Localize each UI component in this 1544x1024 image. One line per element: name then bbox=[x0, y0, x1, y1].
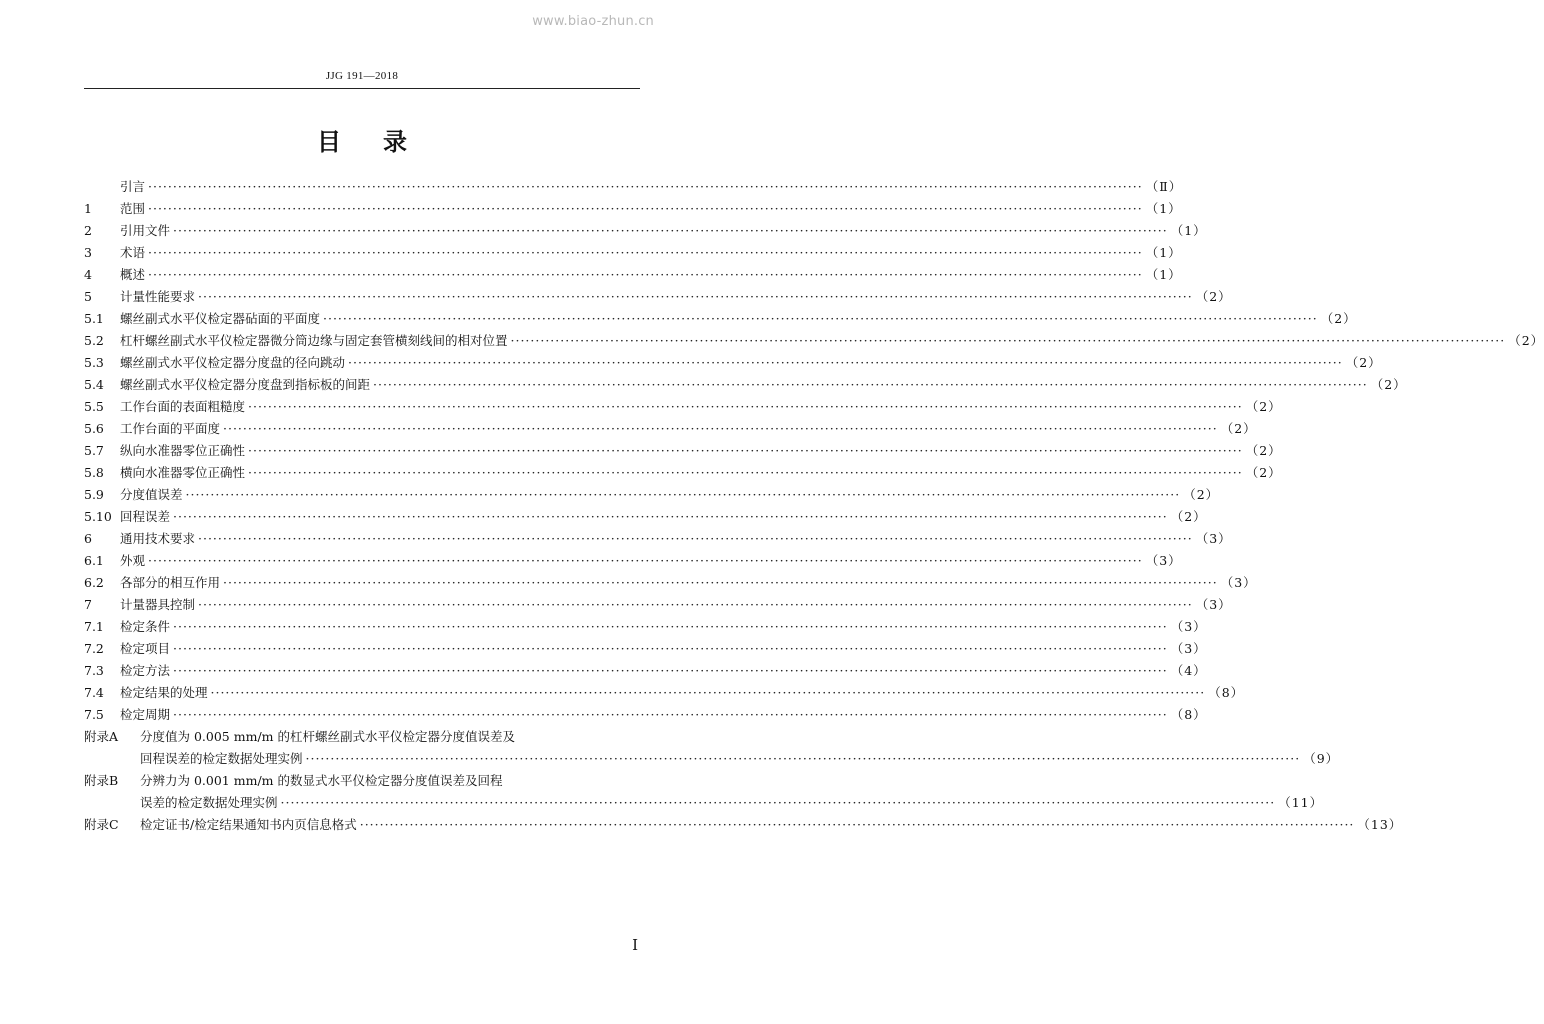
toc-leader-dots: ········································································································································································································ bbox=[148, 267, 1143, 282]
toc-entry-label: 螺丝副式水平仪检定器分度盘到指标板的间距 bbox=[120, 377, 371, 392]
toc-entry[interactable] bbox=[84, 286, 1232, 308]
toc-entry-label: 外观 bbox=[120, 553, 146, 568]
toc-entry-number: 3 bbox=[84, 245, 92, 260]
toc-entry-page: （2） bbox=[1195, 289, 1232, 304]
toc-entry-number: 5.3 bbox=[84, 355, 104, 370]
appendix-title-line1: 分度值为 0.005 mm/m 的杠杆螺丝副式水平仪检定器分度值误差及 bbox=[140, 729, 515, 744]
toc-leader-dots: ········································································································································································································ bbox=[323, 311, 1318, 326]
toc-leader-dots: ········································································································································································································ bbox=[148, 245, 1143, 260]
toc-leader-dots: ········································································································································································································ bbox=[305, 751, 1301, 766]
toc-entry-page: （3） bbox=[1170, 619, 1207, 634]
toc-leader-dots: ········································································································································································································ bbox=[173, 641, 1168, 656]
toc-entry[interactable] bbox=[84, 330, 1544, 352]
toc-entry[interactable] bbox=[84, 374, 1407, 396]
toc-entry-label: 横向水准器零位正确性 bbox=[120, 465, 246, 480]
toc-entry-number: 6.1 bbox=[84, 553, 104, 568]
toc-entry-number: 5.4 bbox=[84, 377, 104, 392]
toc-leader-dots: ········································································································································································································ bbox=[198, 597, 1193, 612]
toc-entry-page: （2） bbox=[1183, 487, 1220, 502]
toc-entry[interactable] bbox=[84, 462, 1282, 484]
toc-leader-dots: ········································································································································································································ bbox=[248, 399, 1243, 414]
page-number: Ⅰ bbox=[632, 936, 638, 954]
toc-entry-label: 工作台面的表面粗糙度 bbox=[120, 399, 246, 414]
toc-leader-dots: ········································································································································································································ bbox=[348, 355, 1343, 370]
toc-entry[interactable] bbox=[84, 616, 1207, 638]
toc-leader-dots: ········································································································································································································ bbox=[373, 377, 1368, 392]
toc-entry-label: 各部分的相互作用 bbox=[120, 575, 221, 590]
toc-entry-label: 检定条件 bbox=[120, 619, 171, 634]
toc-leader-dots: ········································································································································································································ bbox=[510, 333, 1506, 348]
toc-entry-page: （2） bbox=[1508, 333, 1544, 348]
toc-leader-dots: ········································································································································································································ bbox=[173, 619, 1168, 634]
toc-entry-page: （3） bbox=[1145, 553, 1182, 568]
toc-entry-number: 7.5 bbox=[84, 707, 104, 722]
toc-entry-number: 1 bbox=[84, 201, 92, 216]
toc-leader-dots: ········································································································································································································ bbox=[173, 223, 1168, 238]
toc-entry[interactable] bbox=[84, 572, 1257, 594]
toc-entry[interactable] bbox=[84, 506, 1207, 528]
watermark-text: www.biao-zhun.cn bbox=[532, 14, 654, 29]
table-of-contents bbox=[84, 176, 1544, 836]
appendix-entry[interactable] bbox=[84, 770, 640, 792]
toc-entry-page: （1） bbox=[1145, 267, 1182, 282]
toc-entry-label: 检定方法 bbox=[120, 663, 171, 678]
appendix-entry-continued[interactable] bbox=[84, 748, 1340, 770]
toc-entry-label: 工作台面的平面度 bbox=[120, 421, 221, 436]
toc-entry-label: 引用文件 bbox=[120, 223, 171, 238]
toc-entry-page: （Ⅱ） bbox=[1145, 179, 1183, 194]
toc-entry-number: 5.6 bbox=[84, 421, 104, 436]
toc-entry-number: 7.1 bbox=[84, 619, 104, 634]
toc-entry-page: （2） bbox=[1370, 377, 1407, 392]
toc-entry[interactable] bbox=[84, 484, 1220, 506]
toc-entry[interactable] bbox=[84, 418, 1257, 440]
toc-leader-dots: ········································································································································································································ bbox=[173, 509, 1168, 524]
toc-entry-page: （3） bbox=[1220, 575, 1257, 590]
toc-entry-page: （3） bbox=[1195, 597, 1232, 612]
toc-entry-label: 纵向水准器零位正确性 bbox=[120, 443, 246, 458]
appendix-title-line1: 检定证书/检定结果通知书内页信息格式 bbox=[140, 817, 357, 832]
toc-entry-label: 范围 bbox=[120, 201, 146, 216]
toc-entry-page: （4） bbox=[1170, 663, 1207, 678]
toc-entry-number: 4 bbox=[84, 267, 92, 282]
toc-leader-dots: ········································································································································································································ bbox=[223, 421, 1218, 436]
toc-entry-number: 5.5 bbox=[84, 399, 104, 414]
toc-entry-label: 分度值误差 bbox=[120, 487, 183, 502]
toc-entry-label: 回程误差 bbox=[120, 509, 171, 524]
toc-entry-number: 5.8 bbox=[84, 465, 104, 480]
toc-entry[interactable] bbox=[84, 704, 1207, 726]
toc-entry-page: （2） bbox=[1245, 399, 1282, 414]
toc-leader-dots: ········································································································································································································ bbox=[198, 289, 1193, 304]
toc-entry[interactable] bbox=[84, 176, 1183, 198]
appendix-page: （13） bbox=[1357, 817, 1403, 832]
toc-entry-page: （2） bbox=[1170, 509, 1207, 524]
toc-entry-label: 检定周期 bbox=[120, 707, 171, 722]
toc-entry-label: 概述 bbox=[120, 267, 146, 282]
toc-entry-page: （2） bbox=[1345, 355, 1382, 370]
toc-entry-label: 检定结果的处理 bbox=[120, 685, 208, 700]
toc-entry[interactable] bbox=[84, 440, 1282, 462]
toc-entry-number: 5 bbox=[84, 289, 92, 304]
appendix-number: 附录B bbox=[84, 773, 119, 788]
appendix-page: （9） bbox=[1303, 751, 1340, 766]
toc-leader-dots: ········································································································································································································ bbox=[148, 179, 1143, 194]
toc-entry-label: 术语 bbox=[120, 245, 146, 260]
toc-leader-dots: ········································································································································································································ bbox=[210, 685, 1206, 700]
toc-entry-page: （3） bbox=[1195, 531, 1232, 546]
toc-entry-page: （3） bbox=[1170, 641, 1207, 656]
appendix-page: （11） bbox=[1278, 795, 1324, 810]
toc-entry[interactable] bbox=[84, 660, 1207, 682]
toc-leader-dots: ········································································································································································································ bbox=[185, 487, 1181, 502]
page-title: 目录 bbox=[317, 127, 449, 156]
toc-entry-label: 杠杆螺丝副式水平仪检定器微分筒边缘与固定套管横刻线间的相对位置 bbox=[120, 333, 508, 348]
toc-entry-number: 5.1 bbox=[84, 311, 104, 326]
toc-entry-page: （2） bbox=[1245, 443, 1282, 458]
appendix-title-line1: 分辨力为 0.001 mm/m 的数显式水平仪检定器分度值误差及回程 bbox=[140, 773, 503, 788]
toc-entry-label: 通用技术要求 bbox=[120, 531, 196, 546]
toc-entry-label: 螺丝副式水平仪检定器砧面的平面度 bbox=[120, 311, 321, 326]
appendix-title-line2: 回程误差的检定数据处理实例 bbox=[140, 751, 303, 766]
standard-number-header: JJG 191—2018 bbox=[325, 70, 399, 82]
toc-entry-number: 5.7 bbox=[84, 443, 104, 458]
toc-entry[interactable] bbox=[84, 198, 1182, 220]
toc-entry[interactable] bbox=[84, 550, 1182, 572]
toc-entry[interactable] bbox=[84, 396, 1282, 418]
toc-entry-label: 检定项目 bbox=[120, 641, 171, 656]
appendix-entry-continued[interactable] bbox=[84, 792, 1324, 814]
appendix-title-line2: 误差的检定数据处理实例 bbox=[140, 795, 278, 810]
toc-entry-number: 6 bbox=[84, 531, 92, 546]
appendix-number: 附录C bbox=[84, 817, 119, 832]
toc-entry-page: （8） bbox=[1208, 685, 1245, 700]
appendix-entry[interactable] bbox=[84, 726, 640, 748]
toc-entry-number: 7.3 bbox=[84, 663, 104, 678]
toc-entry[interactable] bbox=[84, 528, 1232, 550]
toc-entry-label: 计量性能要求 bbox=[120, 289, 196, 304]
toc-entry-number: 5.10 bbox=[84, 509, 112, 524]
toc-leader-dots: ········································································································································································································ bbox=[148, 553, 1143, 568]
toc-entry-page: （2） bbox=[1320, 311, 1357, 326]
toc-entry-number: 5.2 bbox=[84, 333, 104, 348]
toc-entry-number: 6.2 bbox=[84, 575, 104, 590]
header-divider bbox=[84, 88, 640, 89]
toc-entry-number: 7 bbox=[84, 597, 92, 612]
toc-entry[interactable] bbox=[84, 594, 1232, 616]
toc-leader-dots: ········································································································································································································ bbox=[248, 443, 1243, 458]
toc-entry-number: 7.4 bbox=[84, 685, 104, 700]
toc-entry-label: 螺丝副式水平仪检定器分度盘的径向跳动 bbox=[120, 355, 346, 370]
toc-entry-label: 引言 bbox=[120, 179, 146, 194]
toc-leader-dots: ········································································································································································································ bbox=[148, 201, 1143, 216]
appendix-entry[interactable] bbox=[84, 814, 1403, 836]
appendix-number: 附录A bbox=[84, 729, 119, 744]
toc-entry[interactable] bbox=[84, 638, 1207, 660]
toc-entry-page: （1） bbox=[1170, 223, 1207, 238]
toc-entry-number: 7.2 bbox=[84, 641, 104, 656]
toc-entry-label: 计量器具控制 bbox=[120, 597, 196, 612]
toc-entry[interactable] bbox=[84, 682, 1245, 704]
toc-entry-page: （2） bbox=[1220, 421, 1257, 436]
toc-leader-dots: ········································································································································································································ bbox=[359, 817, 1355, 832]
toc-leader-dots: ········································································································································································································ bbox=[280, 795, 1276, 810]
toc-leader-dots: ········································································································································································································ bbox=[173, 663, 1168, 678]
toc-leader-dots: ········································································································································································································ bbox=[173, 707, 1168, 722]
toc-entry[interactable] bbox=[84, 352, 1382, 374]
toc-entry-page: （8） bbox=[1170, 707, 1207, 722]
toc-entry-page: （1） bbox=[1145, 245, 1182, 260]
toc-entry[interactable] bbox=[84, 242, 1182, 264]
toc-entry-number: 5.9 bbox=[84, 487, 104, 502]
toc-entry-page: （2） bbox=[1245, 465, 1282, 480]
toc-leader-dots: ········································································································································································································ bbox=[223, 575, 1218, 590]
toc-entry[interactable] bbox=[84, 264, 1182, 286]
toc-leader-dots: ········································································································································································································ bbox=[248, 465, 1243, 480]
toc-leader-dots: ········································································································································································································ bbox=[198, 531, 1193, 546]
toc-entry-number: 2 bbox=[84, 223, 92, 238]
toc-entry-page: （1） bbox=[1145, 201, 1182, 216]
toc-entry[interactable] bbox=[84, 220, 1207, 242]
toc-entry[interactable] bbox=[84, 308, 1357, 330]
